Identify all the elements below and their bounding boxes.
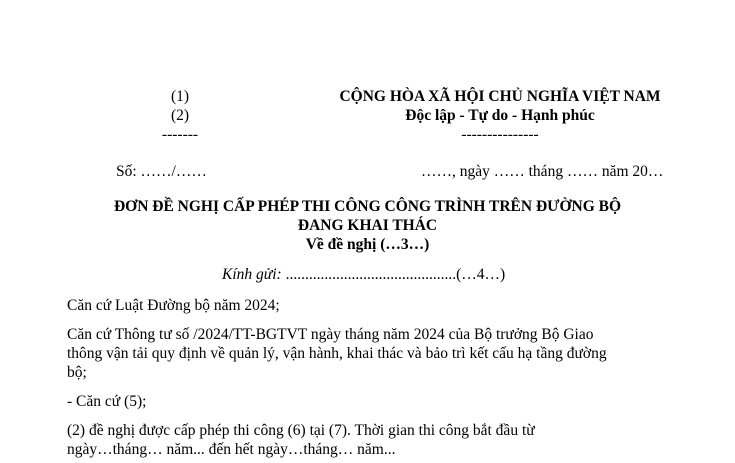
request-line-2: ngày…tháng… năm... đến hết ngày…tháng… năm...: [67, 441, 396, 458]
right-divider: ---------------: [461, 126, 539, 143]
left-divider: -------: [161, 126, 199, 143]
document-title-line-1: ĐƠN ĐỀ NGHỊ CẤP PHÉP THI CÔNG CÔNG TRÌNH TRÊN ĐƯỜNG BỘ: [113, 198, 622, 215]
basis-law: Căn cứ Luật Đường bộ năm 2024;: [67, 297, 280, 314]
recipient-value: ............................................(…4…): [281, 266, 506, 283]
request-line-1: (2) đề nghị được cấp phép thi công (6) tại (7). Thời gian thi công bắt đầu từ: [67, 422, 535, 439]
document-subtitle: Về đề nghị (…3…): [305, 236, 430, 253]
document-date: ……, ngày …… tháng …… năm 20…: [421, 163, 664, 180]
basis-circular-line-2: thông vận tải quy định về quản lý, vận hành, khai thác và bảo trì kết cấu hạ tầng đường: [67, 345, 607, 362]
country-name: CỘNG HÒA XÃ HỘI CHỦ NGHĨA VIỆT NAM: [339, 88, 661, 105]
document-title-line-2: ĐANG KHAI THÁC: [297, 217, 438, 234]
agency-line-2: (2): [170, 107, 190, 124]
basis-circular-line-3: bộ;: [67, 364, 87, 381]
basis-circular-line-1: Căn cứ Thông tư số /2024/TT-BGTVT ngày tháng năm 2024 của Bộ trưởng Bộ Giao: [67, 326, 594, 343]
national-motto: Độc lập - Tự do - Hạnh phúc: [405, 107, 595, 124]
recipient-label: Kính gửi:: [222, 266, 282, 283]
document-number: Số: ……/……: [116, 163, 207, 180]
basis-other: - Căn cứ (5);: [67, 393, 147, 410]
agency-line-1: (1): [170, 88, 190, 105]
recipient-line: [222, 266, 505, 284]
